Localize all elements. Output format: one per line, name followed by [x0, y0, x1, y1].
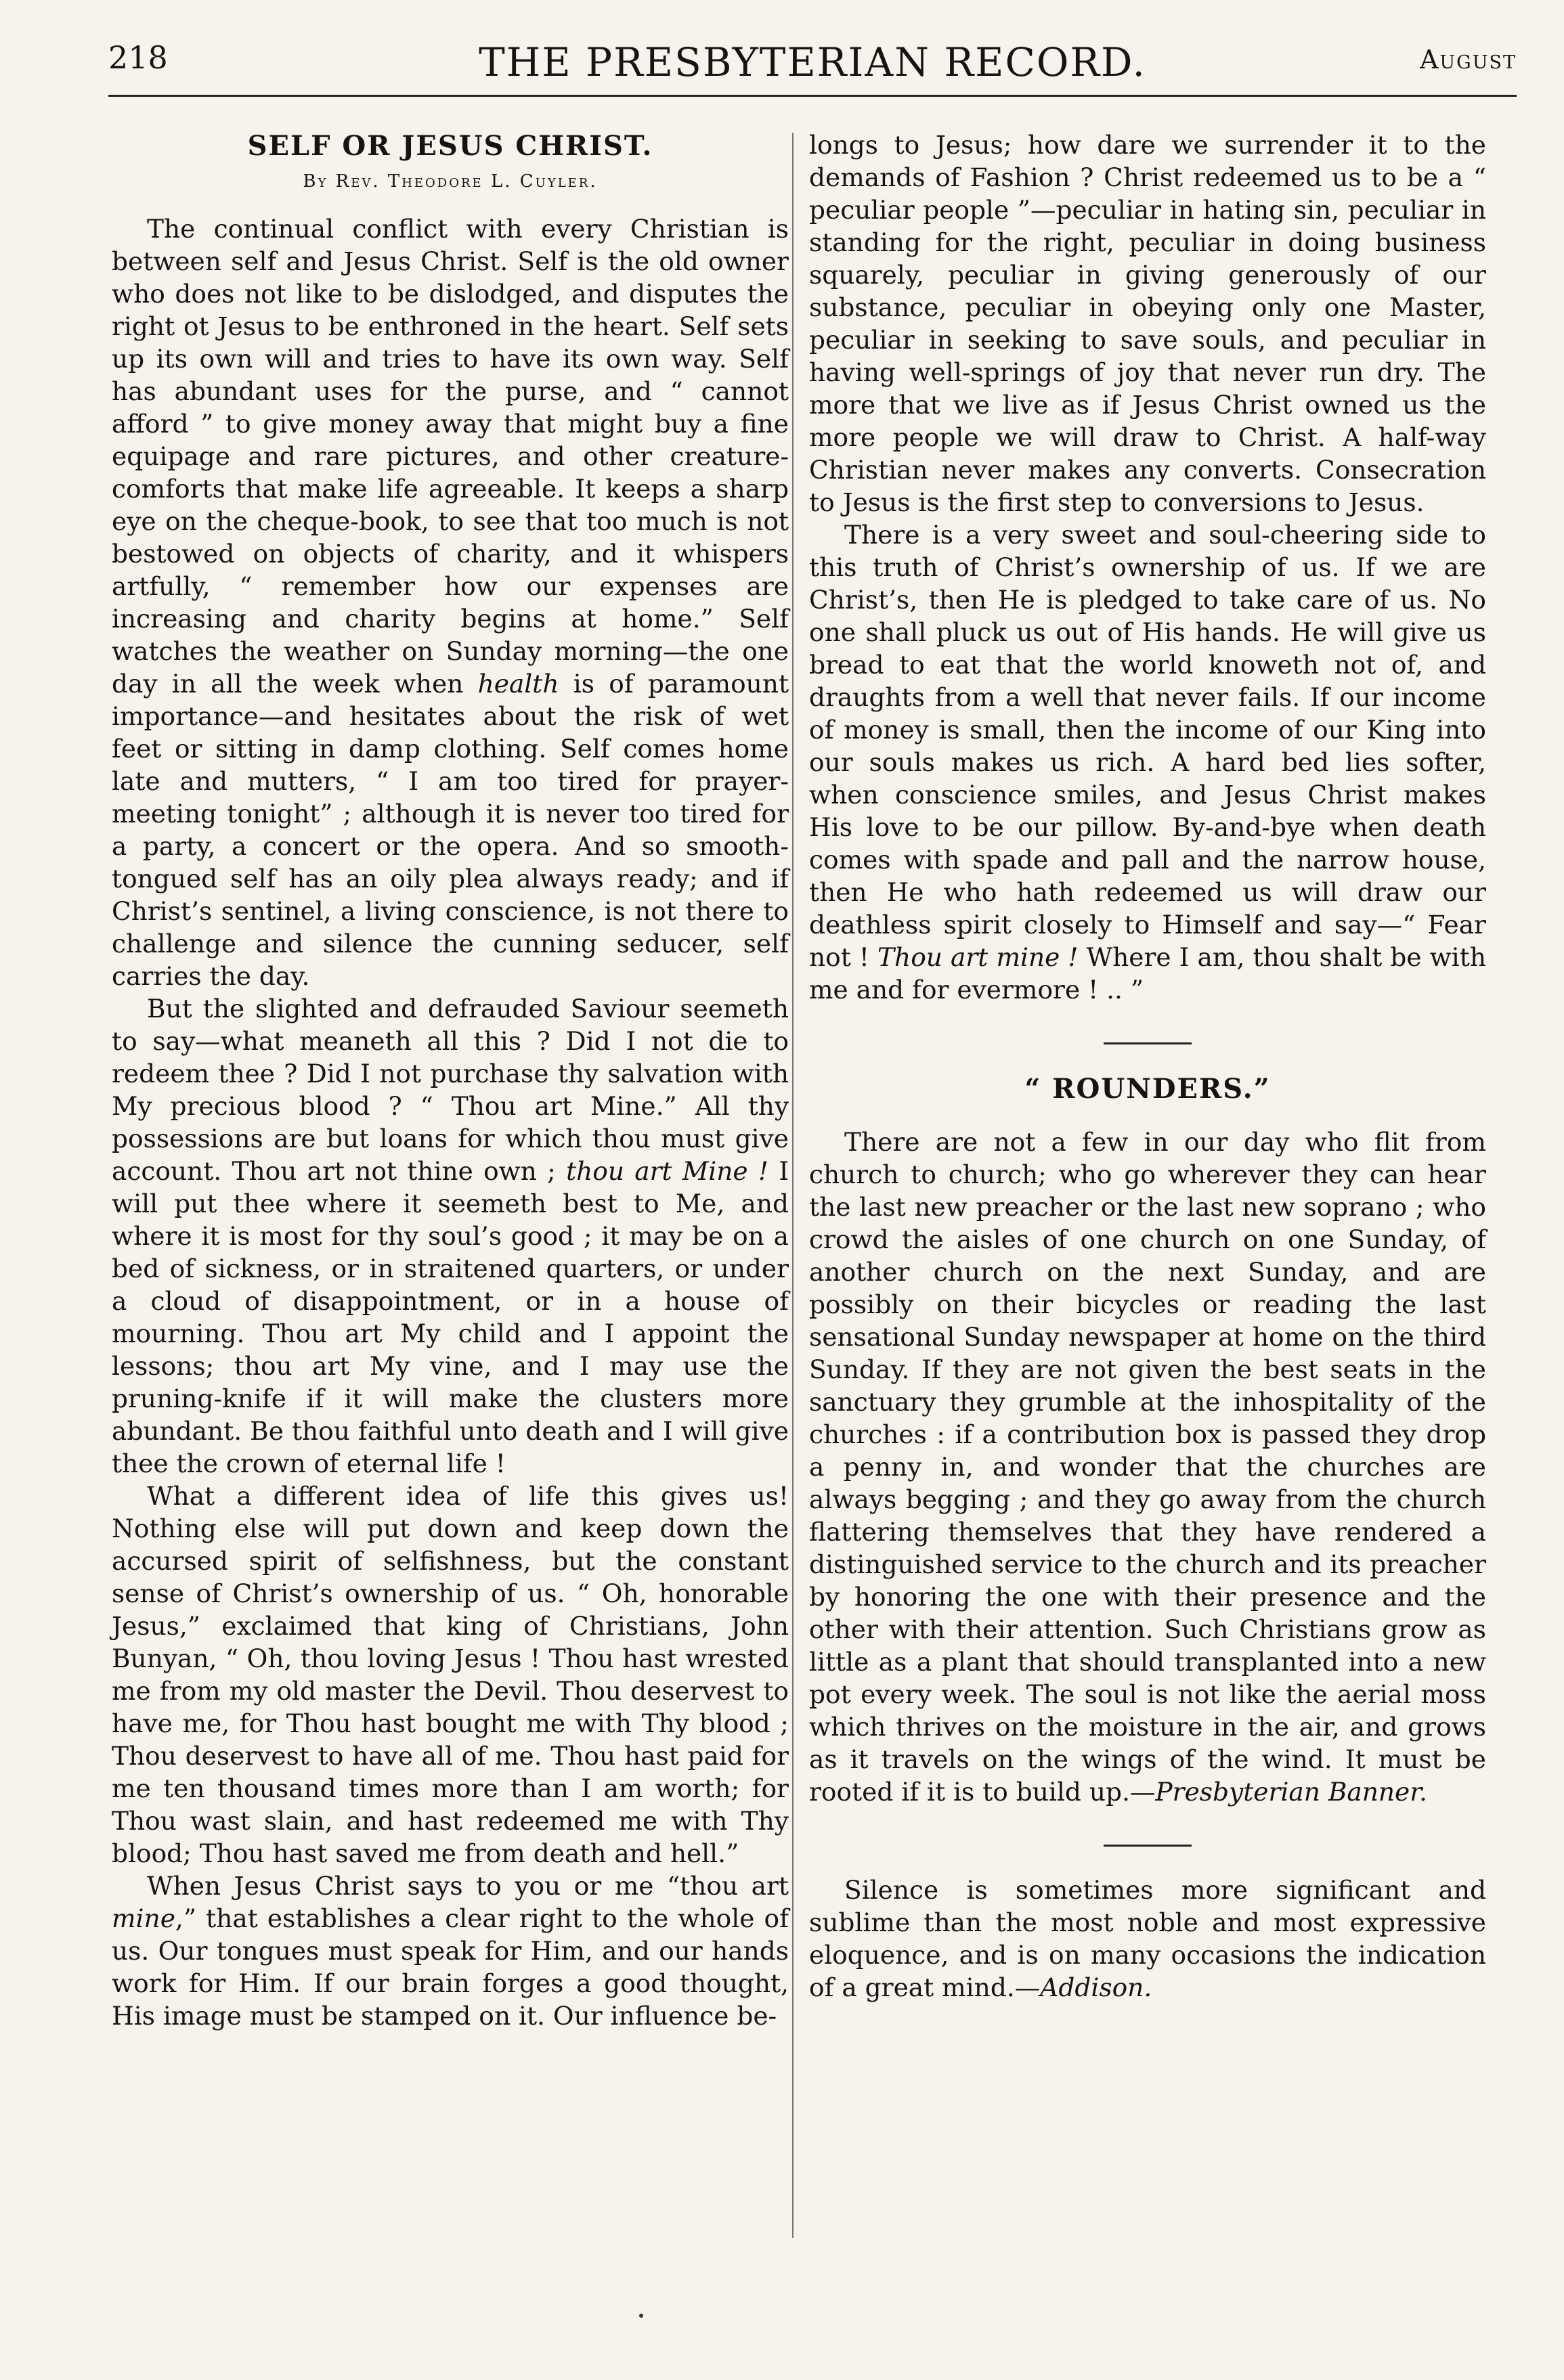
page-header: [108, 39, 1517, 93]
left-column: [112, 129, 789, 2032]
article-title: SELF OR JESUS CHRIST.: [247, 130, 653, 162]
paragraph: When Jesus Christ says to you or me “thou art mine,” that establishes a clear right to the whole of us. Our tongues must speak for Him, and our hands work for Him. If our brain forges a good thought, His image must be stamped on it. Our influence be-: [112, 1871, 789, 2031]
filler-paragraph: Silence is sometimes more significant and sublime than the most noble and most expressive eloquence, and is on many occasions the indication of a great mind.—Addison.: [809, 1875, 1486, 2002]
paragraph: What a different idea of life this gives us! Nothing else will put down and keep down the accursed spirit of selfishness, but the constant sense of Christ’s ownership of us. “ Oh, honorable Jesus,” exclaimed that king of Christians, John Bunyan, “ Oh, thou loving Jesus ! Thou hast wrested me from my old master the Devil. Thou deservest to have me, for Thou hast bought me with Thy blood ; Thou deservest to have all of me. Thou hast paid for me ten thousand times more than I am worth; for Thou wast slain, and hast redeemed me with Thy blood; Thou hast saved me from death and hell.”: [112, 1481, 789, 1868]
page-number: 218: [108, 39, 168, 76]
paragraph: There are not a few in our day who flit from church to church; who go wherever they can hear the last new preacher or the last new soprano ; who crowd the aisles of one church on one Sunday, of another church on the next Sunday, and are possibly on their bicycles or reading the last sensational Sunday newspaper at home on the third Sunday. If they are not given the best seats in the sanctuary they grumble at the inhospitality of the churches : if a contribution box is passed they drop a penny in, and wonder that the churches are always begging ; and they go away from the church flattering themselves that they have rendered a distinguished service to the church and its preacher by honoring the one with their presence and the other with their attention. Such Christians grow as little as a plant that should transplanted into a new pot every week. The soul is not like the aerial moss which thrives on the moisture in the air, and grows as it travels on the wings of the wind. It must be rooted if it is to build up.—Presbyterian Banner.: [809, 1127, 1486, 1807]
column-divider: [792, 133, 794, 2238]
header-month: August: [1419, 45, 1517, 74]
right-column: [809, 129, 1486, 2004]
rounders-title: “ ROUNDERS.”: [1024, 1073, 1271, 1105]
section-rule: [1104, 1042, 1192, 1044]
paragraph: There is a very sweet and soul-cheering side to this truth of Christ’s ownership of us. If we are Christ’s, then He is pledged to take care of us. No one shall pluck us out of His hands. He will give us bread to eat that the world knoweth not of, and draughts from a well that never fails. If our income of money is small, then the income of our King into our souls makes us rich. A hard bed lies softer, when conscience smiles, and Jesus Christ makes His love to be our pillow. By-and-bye when death comes with spade and pall and the narrow house, then He who hath redeemed us will draw our deathless spirit closely to Himself and say—“ Fear not ! Thou art mine ! Where I am, thou shalt be with me and for evermore ! .. ”: [809, 520, 1486, 1005]
paragraph: longs to Jesus; how dare we surrender it to the demands of Fashion ? Christ redeemed us to be a “ peculiar people ”—peculiar in hating sin, peculiar in standing for the right, peculiar in doing business squarely, peculiar in giving generously of our substance, peculiar in obeying only one Master, peculiar in seeking to save souls, and peculiar in having well-springs of joy that never run dry. The more that we live as if Jesus Christ owned us the more people we will draw to Christ. A half-way Christian never makes any converts. Consecration to Jesus is the first step to conversions to Jesus.: [809, 130, 1486, 517]
paragraph: The continual conflict with every Christian is between self and Jesus Christ. Self is the old owner who does not like to be dislodged, and disputes the right ot Jesus to be enthroned in the heart. Self sets up its own will and tries to have its own way. Self has abundant uses for the purse, and “ cannot afford ” to give money away that might buy a fine equipage and rare pictures, and other creature-comforts that make life agreeable. It keeps a sharp eye on the cheque-book, to see that too much is not bestowed on objects of charity, and it whispers artfully, “ remember how our expenses are increasing and charity begins at home.” Self watches the weather on Sunday morning—the one day in all the week when health is of paramount importance—and hesitates about the risk of wet feet or sitting in damp clothing. Self comes home late and mutters, “ I am too tired for prayer-meeting tonight” ; although it is never too tired for a party, a concert or the opera. And so smooth-tongued self has an oily plea always ready; and if Christ’s sentinel, a living conscience, is not there to challenge and silence the cunning seducer, self carries the day.: [112, 214, 789, 991]
running-title: THE PRESBYTERIAN RECORD.: [479, 39, 1146, 85]
page-mark: [639, 2314, 643, 2318]
article-byline: By Rev. Theodore L. Cuyler.: [303, 171, 598, 192]
header-rule: [108, 95, 1517, 97]
section-rule: [1104, 1845, 1192, 1847]
paragraph: But the slighted and defrauded Saviour seemeth to say—what meaneth all this ? Did I not die to redeem thee ? Did I not purchase thy salvation with My precious blood ? “ Thou art Mine.” All thy possessions are but loans for which thou must give account. Thou art not thine own ; thou art Mine ! I will put thee where it seemeth best to Me, and where it is most for thy soul’s good ; it may be on a bed of sickness, or in straitened quarters, or under a cloud of disappointment, or in a house of mourning. Thou art My child and I appoint the lessons; thou art My vine, and I may use the pruning-knife if it will make the clusters more abundant. Be thou faithful unto death and I will give thee the crown of eternal life !: [112, 994, 789, 1478]
